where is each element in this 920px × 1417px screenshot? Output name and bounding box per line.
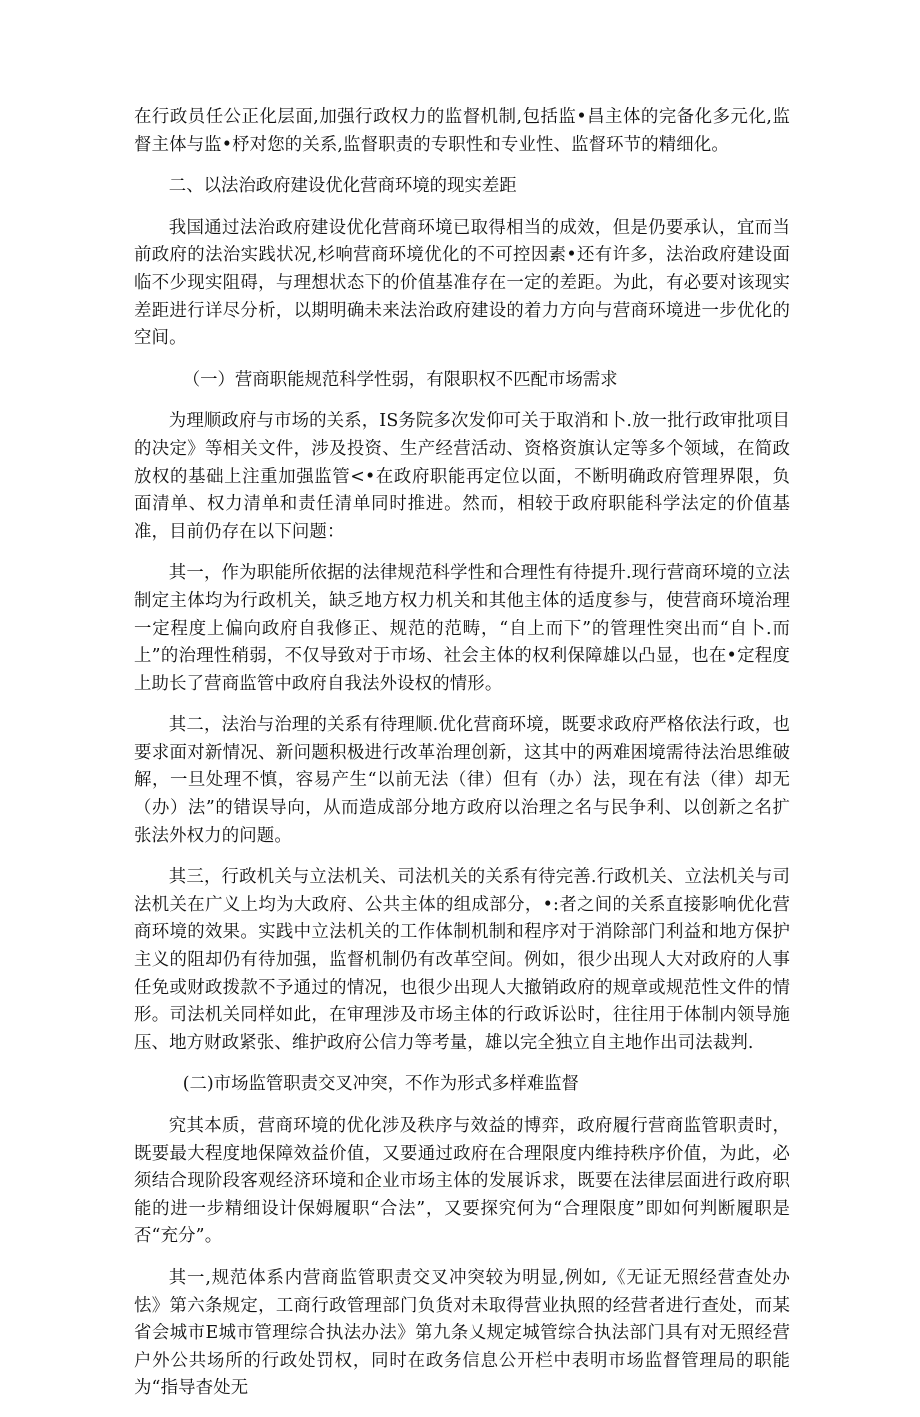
paragraph-intro: 在行政员任公正化层面,加强行政权力的监督机制,包括监•昌主体的完备化多元化,监督主体与监•杼对您的关系,监督职责的专职性和专业性、监督环节的精细化。 xyxy=(134,107,790,155)
paragraph-sub2-point-1: 其一,规范体系内营商监管职责交叉冲突较为明显,例如,《无证无照经营查处办怯》第六条规定，工商行政管理部门负货对未取得营业执照的经营者进行查处，而某省会城市E城市管理综合执法办法》第九条乂规定城管综合执法部门具有对无照经营户外公共场所的行政处罚权，同时在政务信息公开栏中表明市场监督管理局的职能为“指导杳处无 xyxy=(134,1267,790,1399)
paragraph-section2-intro: 我国通过法治政府建设优化营商环境已取得相当的成效，但是仍要承认，宜而当前政府的法治实践状况,杉响营商环境优化的不可控因素•还有许多，法治政府建设面临不少现实阻碍，与理想状态下的价值基准存在一定的差距。为此，有必要对该现实差距进行详尽分析，以期明确未来法治政府建设的着力方向与营商环境进一步优化的空间。 xyxy=(134,217,790,349)
paragraph-point-3: 其三，行政机关与立法机关、司法机关的关系有待完善.行政机关、立法机关与司法机关在广义上均为大政府、公共主体的组成部分，•:者之间的关系直接影响优化营商环境的效果。实践中立法机关的工作体制机制和程序对于消除部门利益和地方保护主义的阻却仍有待加强，监督机制仍有改革空间。例如，很少出现人大对政府的人事任免或财政拨款不予通过的情况，也很少出现人大撤销政府的规章或规范性文件的情形。司法机关同样如此，在审理涉及市场主体的行政诉讼时，往往用于体制内领导施压、地方财政紧张、维护政府公信力等考量，雄以完全独立自主地作出司法裁判. xyxy=(134,867,790,1053)
section-heading-2: 二、以法治政府建设优化营商环境的现实差距 xyxy=(168,176,517,197)
paragraph-point-1: 其一，作为职能所依据的法律规范科学性和合理性有待提升.现行营商环境的立法制定主体均为行政机关，缺乏地方权力机关和其他主体的适度参与，使营商环境治理一定程度上偏向政府自我修正、规范的范畴，“自上而下”的管理性突出而“自卜.而上”的治理性稍弱，不仅导致对于市场、社会主体的权利保障雄以凸显，也在•定程度上助长了营商监管中政府自我法外设权的情形。 xyxy=(134,563,790,694)
paragraph-point-2: 其二，法治与治理的关系有待理顺.优化营商环境，既要求政府严格依法行政，也要求面对新情况、新问题积极进行改革治理创新，这其中的两难困境需待法治思维破解，一旦处理不慎，容易产生“以前无法（律）但有（办）法，现在有法（律）却无（办）法”的错误导向，从而造成部分地方政府以治理之名与民争利、以创新之名扩张法外权力的问题。 xyxy=(134,715,790,846)
document-page xyxy=(134,104,790,1417)
paragraph-sub2-intro: 究其本质，营商环境的优化涉及秩序与效益的博弈，政府履行营商监管职责时，既要最大程度地保障效益价值，又要通过政府在合理限度内维持秩序价值，为此，必须结合现阶段客观经济环境和企业市场主体的发展诉求，既要在法律层面进行政府职能的进一步精细设计保姆履职“合法”，又要探究何为“合理限度”即如何判断履职是否“充分”。 xyxy=(134,1116,790,1247)
subsection-heading-2: (二)市场监管职责交叉冲突，不作为形式多样难监督 xyxy=(182,1074,579,1095)
paragraph-sub1-intro: 为理顺政府与市场的关系，IS务院多次发仰可关于取消和卜.放一批行政审批项目的决定》等相关文件，涉及投资、生产经营活动、资格资旗认定等多个领域，在简政放权的基础上注重加强监管<•在政府职能再定位以面，不断明确政府管理界限，负面清单、权力清单和责任清单同时推进。然而，相较于政府职能科学法定的价值基准，目前仍存在以下问题： xyxy=(134,411,790,542)
subsection-heading-1: （一）营商职能规范科学性弱，有限职权不匹配市场需求 xyxy=(182,369,618,390)
